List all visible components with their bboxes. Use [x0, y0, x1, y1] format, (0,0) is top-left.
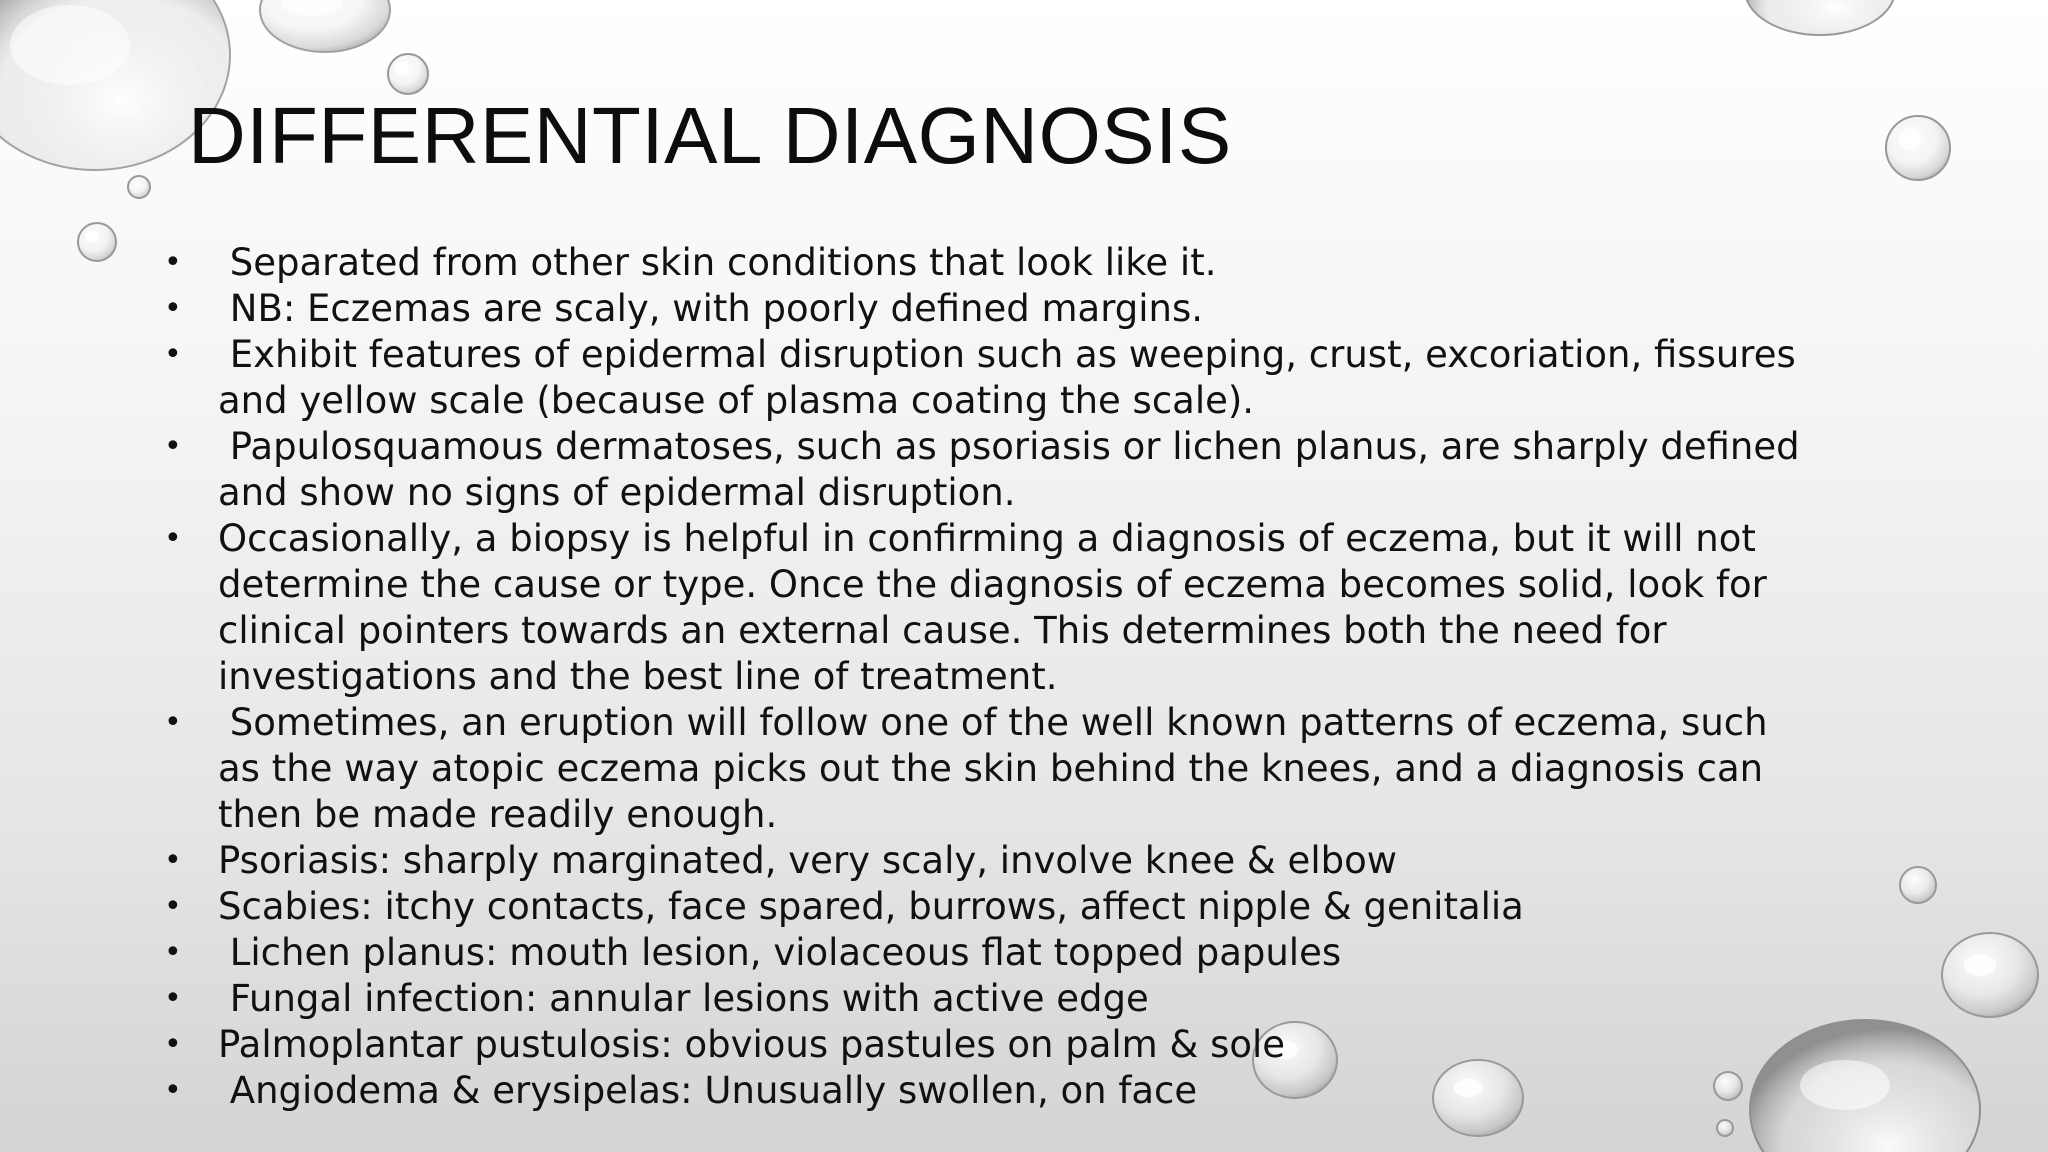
droplet-top-left-medium — [260, 0, 390, 52]
bullet-dot: • — [164, 337, 182, 372]
bullet-item — [162, 884, 1862, 930]
bullet-dot: • — [164, 843, 182, 878]
bullet-item — [162, 976, 1862, 1022]
bullet-text: Lichen planus: mouth lesion, violaceous flat topped papules — [218, 931, 1342, 974]
bullet-text: Separated from other skin conditions that look like it. — [218, 241, 1217, 284]
bullet-item — [162, 700, 1862, 838]
bullet-dot: • — [164, 245, 182, 280]
bullet-text: Papulosquamous dermatoses, such as psoriasis or lichen planus, are sharply defined and show no signs of epidermal disruption. — [218, 425, 1800, 514]
slide-title: DIFFERENTIAL DIAGNOSIS — [188, 91, 1232, 180]
droplet-top-right-medium — [1886, 116, 1950, 180]
bullet-text: Angiodema & erysipelas: Unusually swollen, on face — [218, 1069, 1198, 1112]
bullet-text: Scabies: itchy contacts, face spared, burrows, affect nipple & genitalia — [218, 885, 1524, 928]
bullet-item — [162, 930, 1862, 976]
droplet-top-right-large — [1745, 0, 1895, 35]
bullet-text: Exhibit features of epidermal disruption such as weeping, crust, excoriation, fissures and yellow scale (because of plasma coating the scale). — [218, 333, 1796, 422]
droplet-right-medium — [1942, 933, 2038, 1017]
bullet-dot: • — [164, 981, 182, 1016]
bullet-item — [162, 424, 1862, 516]
bullet-text: Occasionally, a biopsy is helpful in confirming a diagnosis of eczema, but it will not determine the cause or type. Once the diagnosis of eczema becomes solid, look for clinical pointers towards an external cause. This determines both the need for investigations and the best line of treatment. — [218, 517, 1767, 698]
bullet-text: Palmoplantar pustulosis: obvious pastules on palm & sole — [218, 1023, 1286, 1066]
bullet-dot: • — [164, 935, 182, 970]
bullet-item — [162, 332, 1862, 424]
bullet-item — [162, 286, 1862, 332]
bullet-dot: • — [164, 1073, 182, 1108]
bullet-item — [162, 516, 1862, 700]
bullet-text: NB: Eczemas are scaly, with poorly defined margins. — [218, 287, 1204, 330]
droplet-bottom-small-2 — [1717, 1120, 1733, 1136]
bullet-list — [162, 240, 1862, 1114]
bullet-text: Fungal infection: annular lesions with active edge — [218, 977, 1149, 1020]
bullet-text: Psoriasis: sharply marginated, very scaly, involve knee & elbow — [218, 839, 1397, 882]
bullet-dot: • — [164, 521, 182, 556]
bullet-dot: • — [164, 1027, 182, 1062]
droplet-right-small — [1900, 867, 1936, 903]
bullet-dot: • — [164, 291, 182, 326]
bullet-item — [162, 1022, 1862, 1068]
bullet-dot: • — [164, 705, 182, 740]
bullet-text: Sometimes, an eruption will follow one of the well known patterns of eczema, such as the way atopic eczema picks out the skin behind the knees, and a diagnosis can then be made readily enough. — [218, 701, 1768, 836]
bullet-item — [162, 240, 1862, 286]
droplet-small-3 — [78, 223, 116, 261]
bullet-item — [162, 838, 1862, 884]
bullet-dot: • — [164, 889, 182, 924]
bullet-item — [162, 1068, 1862, 1114]
bullet-dot: • — [164, 429, 182, 464]
droplet-small-2 — [128, 176, 150, 198]
